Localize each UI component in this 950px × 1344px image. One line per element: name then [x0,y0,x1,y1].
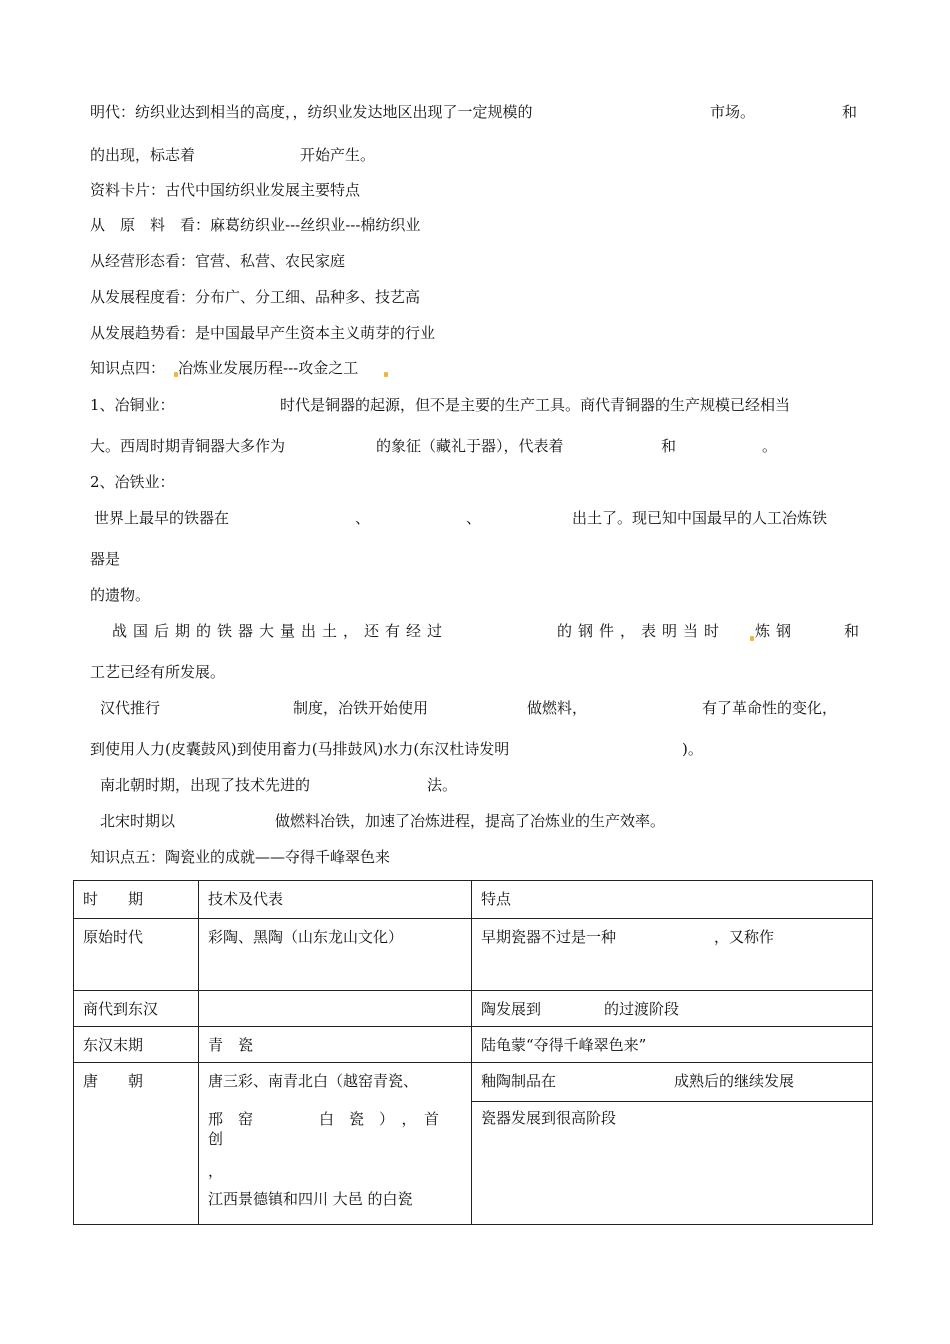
copper-label: 1、冶铜业： [90,396,175,414]
card-line-1: 从 原 料 看：麻葛纺织业---丝织业---棉纺织业 [90,216,421,234]
comment-mark-icon [750,636,754,641]
cell-feature [472,991,873,1027]
copper-line-2b: 的象征（藏礼于器），代表着 [376,437,564,455]
han-line-1c: 做燃料， [527,699,588,717]
cell-tech: 青 瓷 [199,1027,472,1063]
han-line-1d: 有了革命性的变化， [702,699,838,717]
table-row [74,919,873,991]
card-line-3: 从发展程度看：分布广、分工细、品种多、技艺高 [90,288,421,306]
header-tech: 技术及代表 [199,881,472,919]
feature-top-b: 成熟后的继续发展 [674,1072,795,1090]
feature-text-a: 早期瓷器不过是一种 [481,928,617,946]
feature-bottom: 瓷器发展到很高阶段 [481,1109,617,1127]
kp4-title: 冶炼业发展历程---攻金之工 [178,359,359,377]
tech-line-3: ， [208,1162,224,1180]
kp4-label: 知识点四： [90,359,166,377]
feature-text-b: ，又称作 [714,928,775,946]
feature-top [472,1063,872,1102]
copper-line-2c: 和 [661,437,677,455]
warring-line-2: 工艺已经有所发展。 [90,663,226,681]
iron-line-2: 器是 [90,550,121,568]
song-line-b: 做燃料冶铁，加速了冶炼进程，提高了冶炼业的生产效率。 [275,812,666,830]
cell-tech: 彩陶、黑陶（山东龙山文化） [199,919,472,991]
ming-market: 市场。 [710,103,756,121]
cell-period: 东汉末期 [74,1027,199,1063]
ceramics-table [73,880,873,1225]
cell-feature [472,1063,873,1225]
card-line-2: 从经营形态看：官营、私营、农民家庭 [90,252,346,270]
table-row [74,1027,873,1063]
cell-feature [472,919,873,991]
warring-line-1b: 的钢件，表明当时 [557,622,726,640]
tech-line-2a: 邢 窑 [208,1110,254,1128]
feature-text-b: 的过渡阶段 [604,1000,680,1018]
copper-line-1: 时代是铜器的起源，但不是主要的生产工具。商代青铜器的生产规模已经相当 [280,396,791,414]
card-title: 资料卡片：古代中国纺织业发展主要特点 [90,181,361,199]
han-line-2b: )。 [682,740,703,758]
comment-mark-icon [384,372,388,377]
cell-tech [199,1063,472,1225]
table-header-row [74,881,873,919]
card-line-4: 从发展趋势看：是中国最早产生资本主义萌芽的行业 [90,324,436,342]
header-period: 时 期 [74,881,199,919]
tech-line-4: 江西景德镇和四川 大邑 的白瓷 [208,1190,413,1208]
iron-label: 2、冶铁业： [90,473,175,491]
cell-period: 商代到东汉 [74,991,199,1027]
warring-line-1c: 炼钢 [755,622,798,640]
copper-line-2d: 。 [762,437,778,455]
iron-line-1d: 出土了。现已知中国最早的人工冶炼铁 [572,509,828,527]
tech-line-2 [208,1109,463,1149]
cell-tech [199,991,472,1027]
iron-line-1c: 、 [466,509,482,527]
iron-line-1a: 世界上最早的铁器在 [94,509,230,527]
cell-feature: 陆龟蒙“夺得千峰翠色来” [472,1027,873,1063]
warring-line-1d: 和 [844,622,860,640]
feature-text-a: 陶发展到 [481,1000,542,1018]
nbc-line-a: 南北朝时期，出现了技术先进的 [100,776,311,794]
ming-and: 和 [842,103,858,121]
cell-period: 唐 朝 [74,1063,199,1225]
han-line-1b: 制度，冶铁开始使用 [293,699,429,717]
han-line-1a: 汉代推行 [100,699,161,717]
cell-period: 原始时代 [74,919,199,991]
ming-line-2b: 开始产生。 [300,146,376,164]
tech-line-2b: 白 瓷 ） ， 首 创 [208,1110,455,1148]
song-line-a: 北宋时期以 [100,812,176,830]
nbc-line-b: 法。 [427,776,458,794]
kp5-title: 知识点五：陶瓷业的成就——夺得千峰翠色来 [90,848,391,866]
iron-line-3: 的遗物。 [90,586,151,604]
warring-line-1a: 战国后期的铁器大量出土，还有经过 [112,622,449,640]
feature-top-a: 釉陶制品在 [481,1072,557,1090]
tech-line-1: 唐三彩、南青北白（越窑青瓷、 [208,1072,419,1090]
ming-line-1: 明代：纺织业达到相当的高度，，纺织业发达地区出现了一定规模的 [90,103,533,121]
table-row [74,1063,873,1225]
iron-line-1b: 、 [355,509,371,527]
table-row [74,991,873,1027]
copper-line-2a: 大。西周时期青铜器大多作为 [90,437,286,455]
header-feature: 特点 [472,881,873,919]
han-line-2a: 到使用人力(皮囊鼓风)到使用畜力(马排鼓风)水力(东汉杜诗发明 [90,740,510,758]
ming-line-2: 的出现，标志着 [90,146,196,164]
